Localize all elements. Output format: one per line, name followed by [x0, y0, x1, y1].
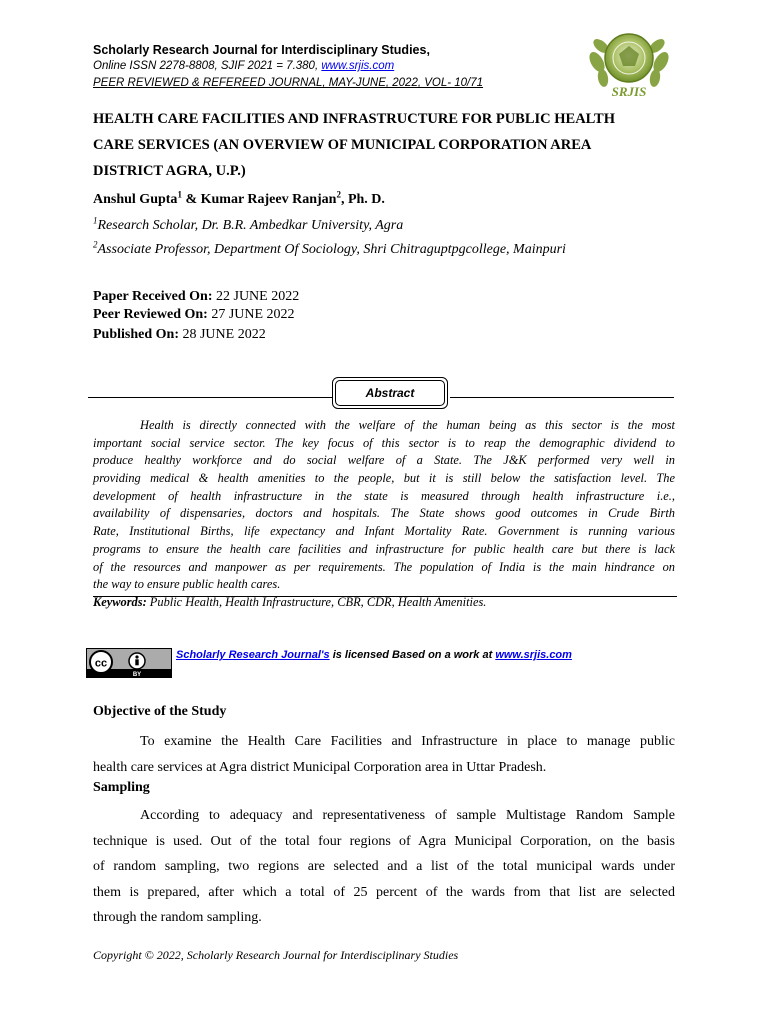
objective-paragraph	[93, 729, 675, 780]
journal-logo	[583, 28, 675, 100]
abstract-line: Rate, Institutional Births, life expectancy and Infant Mortality Rate. Government is running various	[93, 524, 675, 539]
date-label: Published On:	[93, 327, 179, 342]
keywords-line	[93, 595, 486, 610]
affiliation-superscript: 1	[93, 215, 98, 226]
author-superscript: 1	[177, 189, 182, 200]
abstract-body	[93, 417, 675, 594]
journal-website-link[interactable]: www.srjis.com	[321, 60, 395, 72]
date-value: 28 JUNE 2022	[178, 327, 266, 342]
keywords-value: Public Health, Health Infrastructure, CBR, CDR, Health Amenities.	[146, 595, 487, 609]
abstract-line: programs to ensure the health care facilities and infrastructure for public health care but there is lack	[93, 541, 675, 556]
abstract-line: produce healthy workforce and do social welfare of a State. The J&K performed very well in	[93, 453, 675, 468]
date-value: 27 JUNE 2022	[207, 307, 295, 322]
date-value: 22 JUNE 2022	[212, 289, 300, 304]
journal-name: Scholarly Research Journal for Interdisciplinary Studies,	[93, 43, 430, 57]
affiliation-1	[93, 215, 404, 234]
title-line: HEALTH CARE FACILITIES AND INFRASTRUCTURE FOR PUBLIC HEALTH	[93, 111, 615, 127]
paragraph-line: To examine the Health Care Facilities and Infrastructure in place to manage public	[140, 734, 675, 749]
date-reviewed	[93, 307, 295, 323]
author-degree: , Ph. D.	[340, 192, 385, 207]
keywords-label: Keywords:	[93, 595, 147, 609]
paper-title	[93, 106, 677, 184]
issn-line	[93, 60, 394, 72]
abstract-line: the way to ensure public health cares.	[93, 577, 281, 592]
svg-text:cc: cc	[94, 657, 108, 670]
author-name: Kumar Rajeev Ranjan	[200, 192, 337, 207]
date-label: Peer Reviewed On:	[93, 307, 208, 322]
website-link[interactable]: www.srjis.com	[495, 649, 572, 661]
journal-link[interactable]: Scholarly Research Journal's	[176, 649, 330, 661]
abstract-line: of the resources and manpower as per requirements. The population of India is the main hindrance on	[93, 559, 675, 574]
abstract-line: development of health infrastructure in the state is measured through health infrastructure i.e.,	[93, 488, 675, 503]
author-separator: &	[181, 192, 201, 207]
abstract-line: important social service sector. The key focus of this sector is to reap the demographic dividend to	[93, 435, 675, 450]
abstract-rule-left	[88, 397, 332, 398]
paragraph-line: of random sampling, two regions are selected and a list of the total municipal wards under	[93, 859, 675, 874]
license-text: is licensed Based on a work at	[329, 649, 496, 661]
abstract-heading: Abstract	[335, 380, 445, 406]
title-line: CARE SERVICES (AN OVERVIEW OF MUNICIPAL CORPORATION AREA	[93, 137, 592, 153]
date-published	[93, 327, 266, 343]
objective-heading: Objective of the Study	[93, 704, 227, 719]
affiliation-superscript: 2	[93, 239, 98, 250]
paragraph-line: through the random sampling.	[93, 910, 262, 925]
author-line	[93, 189, 385, 208]
peer-review-line: PEER REVIEWED & REFEREED JOURNAL, MAY-JUNE, 2022, VOL- 10/71	[93, 77, 484, 89]
paragraph-line: health care services at Agra district Municipal Corporation area in Uttar Pradesh.	[93, 759, 547, 775]
issn-text: Online ISSN 2278-8808, SJIF 2021 = 7.380,	[93, 60, 319, 72]
abstract-line: Health is directly connected with the welfare of the human being as this sector is the most	[140, 418, 675, 432]
paragraph-line: According to adequacy and representativeness of sample Multistage Random Sample	[140, 808, 675, 823]
date-received	[93, 289, 299, 305]
abstract-line: availability of dispensaries, doctors and hospitals. The State shows good outcomes in Crude Birth	[93, 506, 675, 521]
abstract-rule-right	[450, 397, 674, 398]
license-statement	[176, 649, 572, 661]
copyright-footer: Copyright © 2022, Scholarly Research Journal for Interdisciplinary Studies	[93, 948, 459, 962]
title-line: DISTRICT AGRA, U.P.)	[93, 163, 246, 179]
affiliation-2	[93, 239, 566, 258]
paragraph-line: them is prepared, after which a total of 25 percent of the wards from that list are selected	[93, 884, 675, 900]
author-superscript: 2	[336, 189, 341, 200]
paragraph-line: technique is used. Out of the total four regions of Agra Municipal Corporation, on the basis	[93, 833, 675, 849]
date-label: Paper Received On:	[93, 289, 213, 304]
abstract-line: providing medical & health amenities to the people, but it is still below the satisfaction level. The	[93, 471, 675, 486]
sampling-paragraph	[93, 803, 675, 931]
affiliation-text: Research Scholar, Dr. B.R. Ambedkar University, Agra	[97, 218, 404, 233]
logo-text: SRJIS	[611, 84, 647, 99]
author-name: Anshul Gupta	[93, 192, 178, 207]
cc-by-license-icon[interactable]	[86, 648, 172, 678]
cc-badge-label: BY	[132, 672, 142, 678]
affiliation-text: Associate Professor, Department Of Sociology, Shri Chitraguptpgcollege, Mainpuri	[97, 242, 566, 257]
sampling-heading: Sampling	[93, 780, 150, 795]
